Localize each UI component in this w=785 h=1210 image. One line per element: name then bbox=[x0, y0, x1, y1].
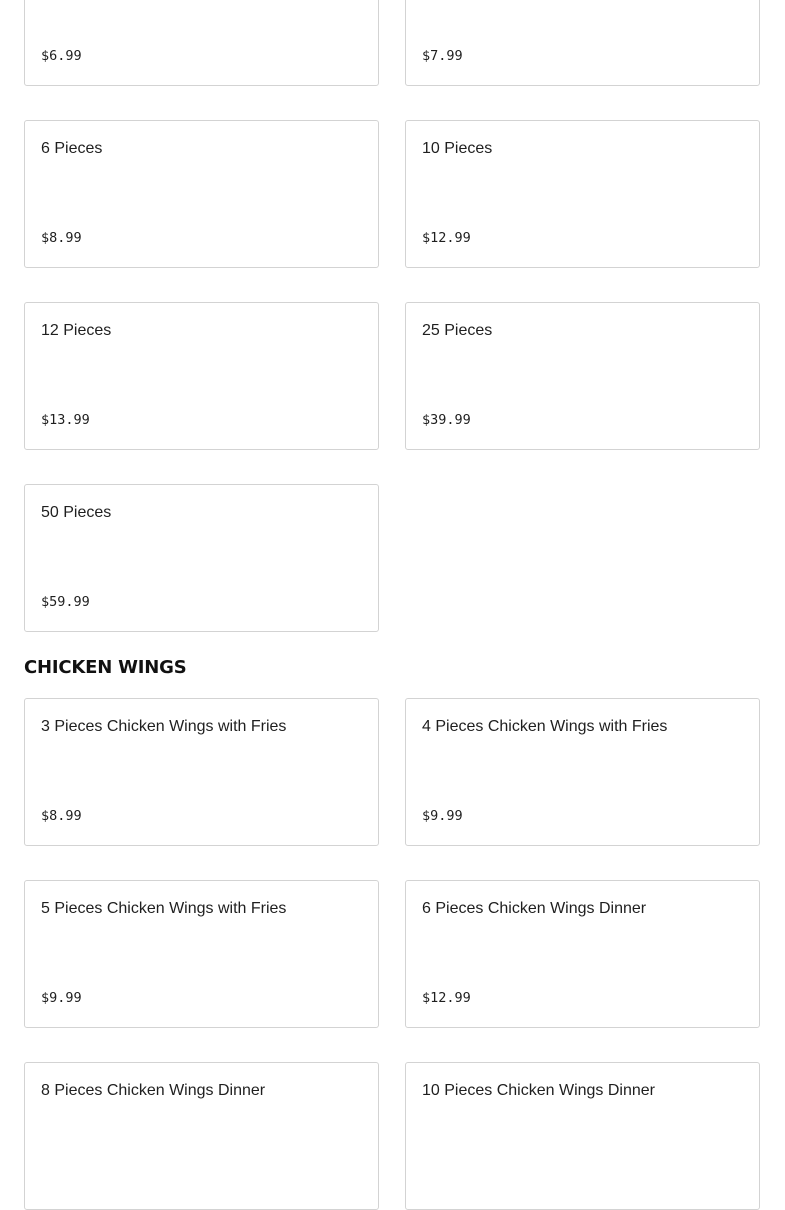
menu-item-price: $7.99 bbox=[422, 48, 463, 64]
menu-item-name: 8 Pieces Chicken Wings Dinner bbox=[41, 1082, 266, 1099]
menu-item-name: 3 Pieces Chicken Wings with Fries bbox=[41, 718, 287, 735]
menu-item-card[interactable] bbox=[405, 1062, 760, 1210]
menu-item-price: $39.99 bbox=[422, 412, 471, 428]
menu-item-name: 4 Pieces Chicken Wings with Fries bbox=[422, 718, 668, 735]
menu-item-name: 25 Pieces bbox=[422, 322, 493, 339]
menu-item-card[interactable] bbox=[24, 302, 379, 450]
menu-item-name: 6 Pieces Chicken Wings Dinner bbox=[422, 900, 647, 917]
menu-item-card[interactable] bbox=[24, 0, 379, 86]
menu-item-name: 10 Pieces Chicken Wings Dinner bbox=[422, 1082, 655, 1099]
menu-item-card[interactable] bbox=[405, 698, 760, 846]
menu-item-name: 5 Pieces Chicken Wings with Fries bbox=[41, 900, 287, 917]
menu-item-card[interactable] bbox=[405, 120, 760, 268]
section-heading: CHICKEN WINGS bbox=[24, 657, 187, 678]
menu-item-name: 10 Pieces bbox=[422, 140, 493, 157]
menu-item-price: $9.99 bbox=[41, 990, 82, 1006]
menu-item-name: 50 Pieces bbox=[41, 504, 112, 521]
menu-item-card[interactable] bbox=[405, 880, 760, 1028]
menu-item-price: $13.99 bbox=[41, 412, 90, 428]
menu-item-name: 6 Pieces bbox=[41, 140, 103, 157]
menu-item-card[interactable] bbox=[24, 698, 379, 846]
menu-item-price: $9.99 bbox=[422, 808, 463, 824]
menu-item-price: $59.99 bbox=[41, 594, 90, 610]
menu-item-card[interactable] bbox=[24, 484, 379, 632]
menu-item-card[interactable] bbox=[24, 1062, 379, 1210]
menu-item-price: $8.99 bbox=[41, 808, 82, 824]
menu-item-price: $6.99 bbox=[41, 48, 82, 64]
menu-item-card[interactable] bbox=[24, 880, 379, 1028]
menu-item-name: 12 Pieces bbox=[41, 322, 112, 339]
menu-item-price: $12.99 bbox=[422, 230, 471, 246]
menu-item-price: $12.99 bbox=[422, 990, 471, 1006]
menu-item-card[interactable] bbox=[405, 302, 760, 450]
menu-item-card[interactable] bbox=[24, 120, 379, 268]
menu-item-price: $8.99 bbox=[41, 230, 82, 246]
menu-item-card[interactable] bbox=[405, 0, 760, 86]
